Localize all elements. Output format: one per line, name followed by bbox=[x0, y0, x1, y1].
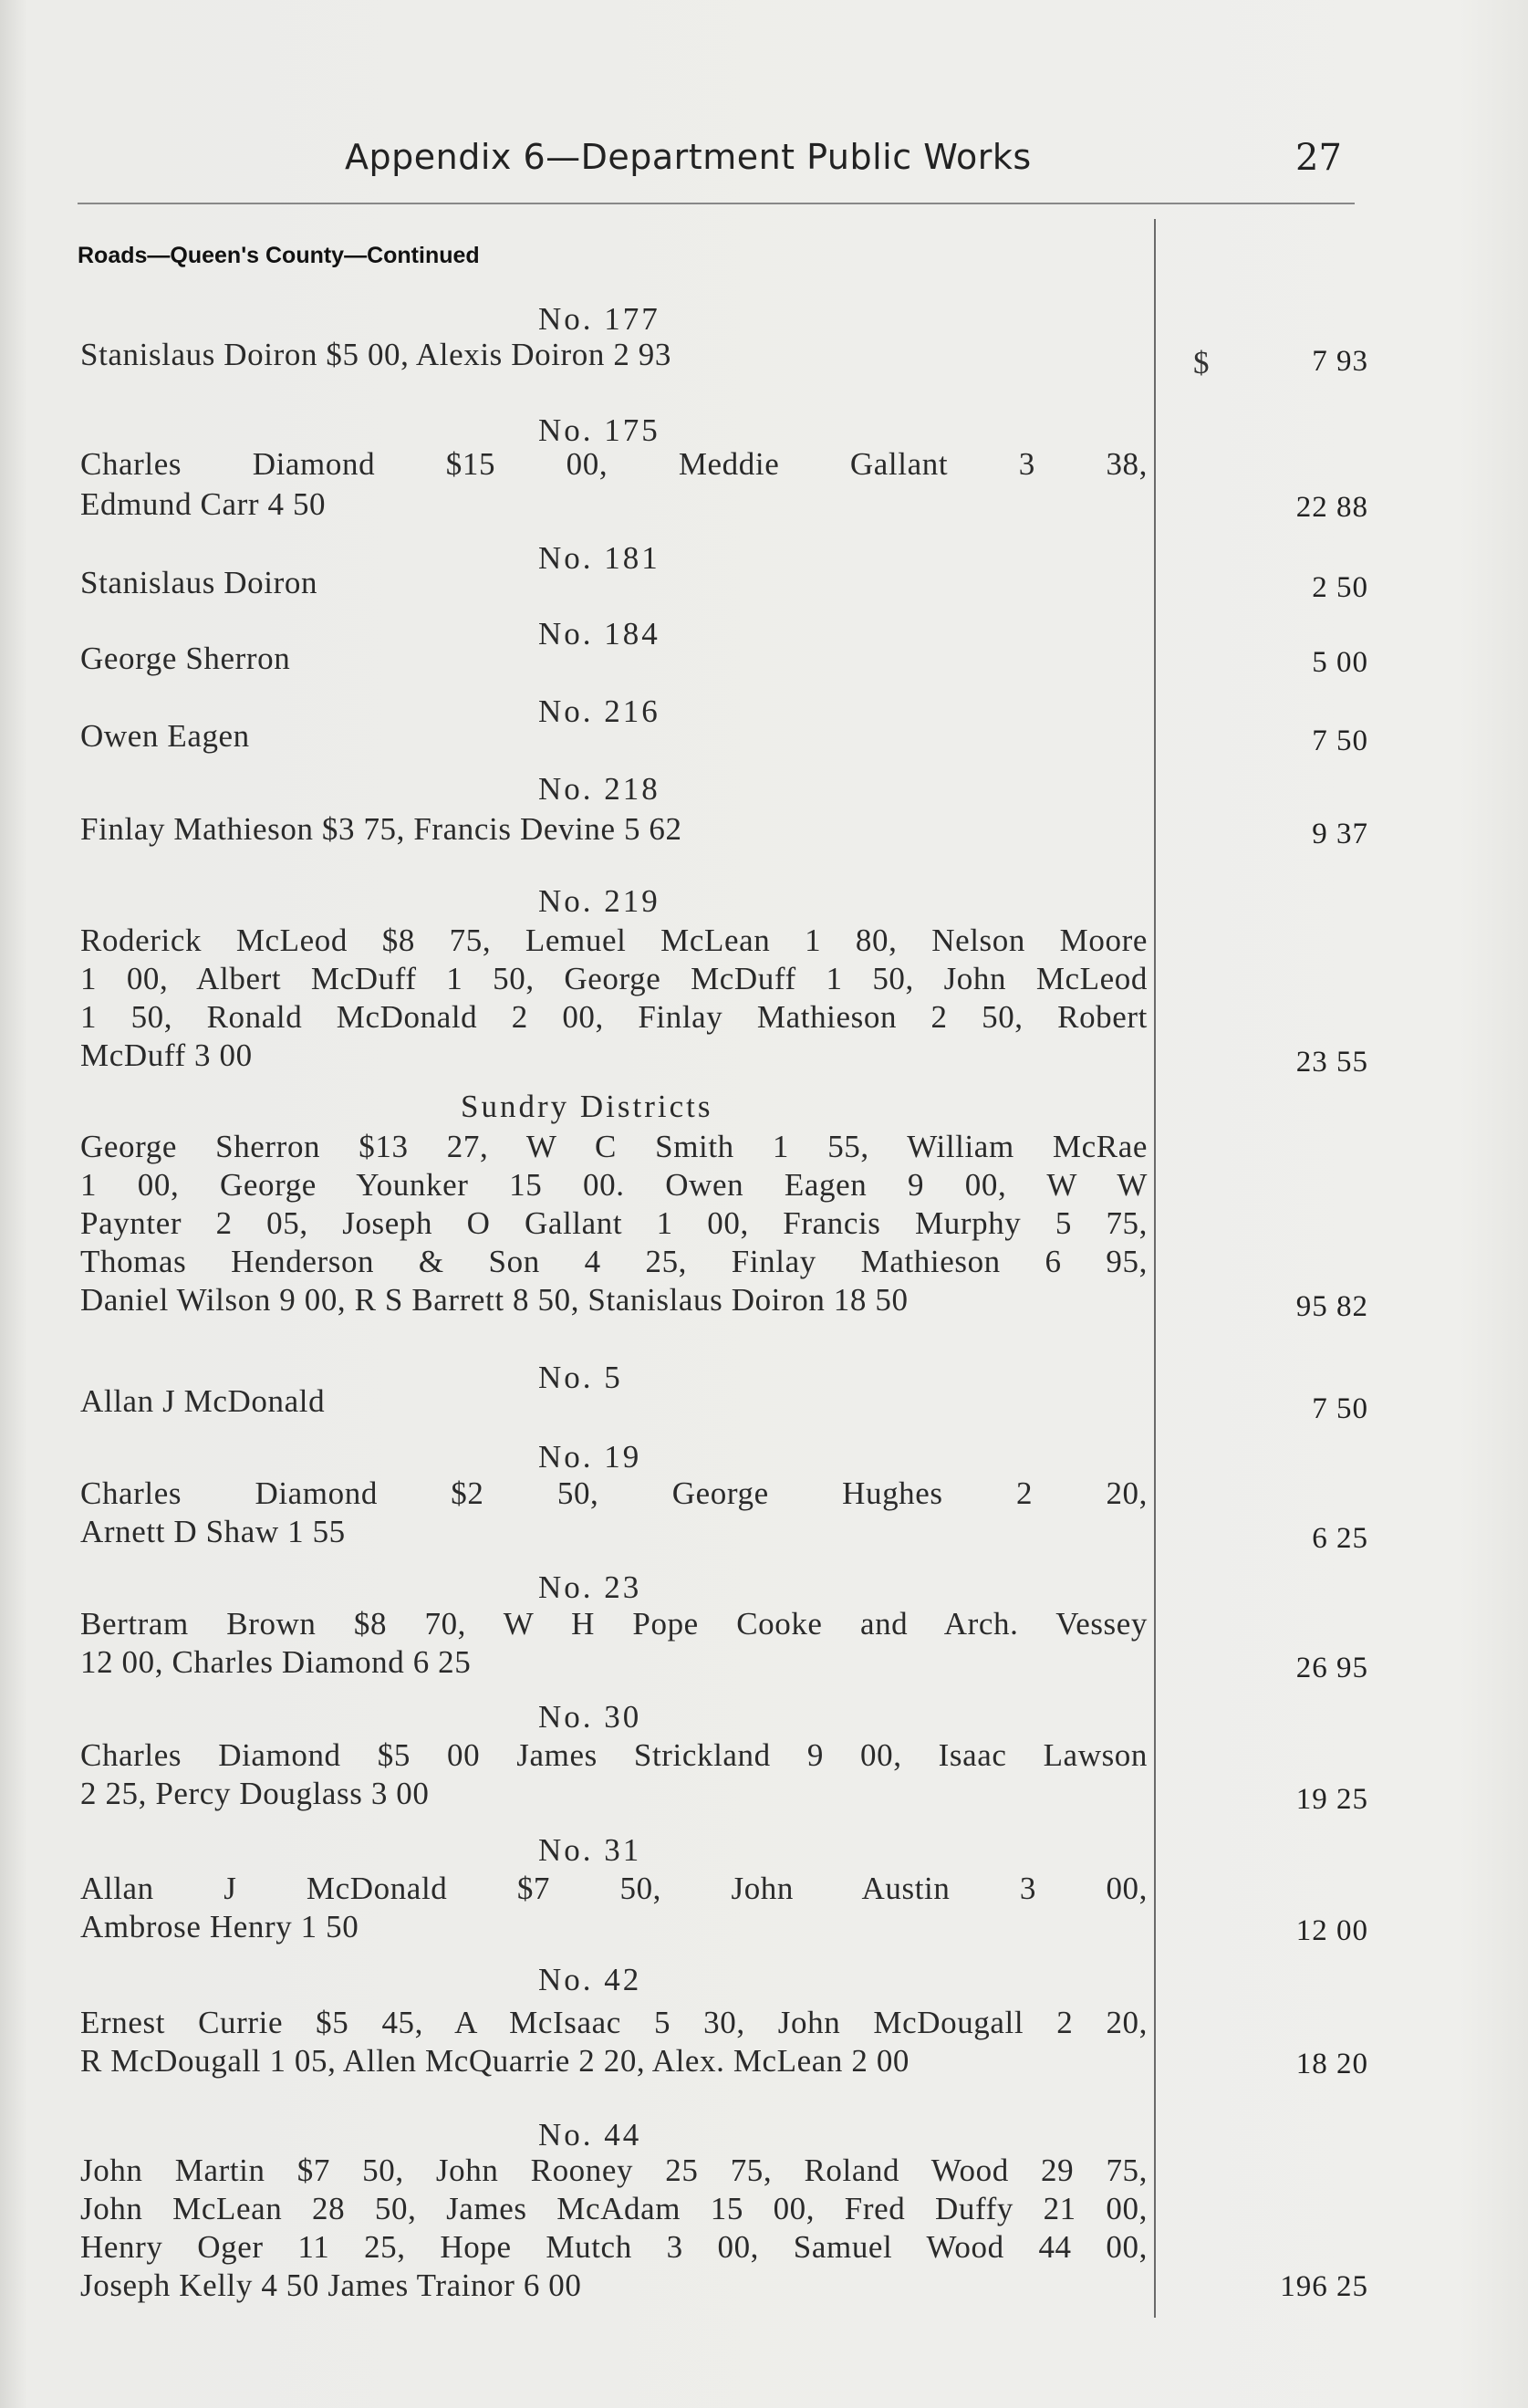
district-heading: No. 30 bbox=[538, 1699, 642, 1735]
entry-amount: 95 82 bbox=[1295, 1290, 1368, 1323]
entry-text-line: John Martin $7 50, John Rooney 25 75, Roland Wood 29 75, bbox=[80, 2153, 1148, 2188]
entry-amount: 18 20 bbox=[1295, 2048, 1368, 2080]
entry-text-line: Henry Oger 11 25, Hope Mutch 3 00, Samuel Wood 44 00, bbox=[80, 2229, 1148, 2265]
entry-amount: 23 55 bbox=[1295, 1046, 1368, 1079]
page-header-title: Appendix 6—Department Public Works bbox=[345, 137, 1032, 177]
entry-text-line: John McLean 28 50, James McAdam 15 00, Fred Duffy 21 00, bbox=[80, 2191, 1148, 2226]
district-heading: No. 5 bbox=[538, 1360, 623, 1395]
entry-amount: 7 93 bbox=[1312, 345, 1368, 378]
entry-text-line: Arnett D Shaw 1 55 bbox=[80, 1514, 346, 1549]
entry-text-line: 1 00, George Younker 15 00. Owen Eagen 9 00, W W bbox=[80, 1167, 1148, 1203]
section-heading: Roads—Queen's County—Continued bbox=[78, 243, 480, 268]
entry-text-line: Bertram Brown $8 70, W H Pope Cooke and Arch. Vessey bbox=[80, 1606, 1148, 1642]
entry-text-line: Charles Diamond $15 00, Meddie Gallant 3 38, bbox=[80, 446, 1148, 482]
entry-amount: 7 50 bbox=[1312, 724, 1368, 757]
entry-text-line: Roderick McLeod $8 75, Lemuel McLean 1 80, Nelson Moore bbox=[80, 923, 1148, 958]
district-heading: Sundry Districts bbox=[461, 1089, 713, 1124]
entry-text-line: Charles Diamond $2 50, George Hughes 2 20, bbox=[80, 1475, 1148, 1511]
entry-text-line: R McDougall 1 05, Allen McQuarrie 2 20, Alex. McLean 2 00 bbox=[80, 2043, 910, 2079]
entry-text-line: Paynter 2 05, Joseph O Gallant 1 00, Francis Murphy 5 75, bbox=[80, 1205, 1148, 1241]
entry-text-line: 12 00, Charles Diamond 6 25 bbox=[80, 1644, 472, 1680]
entry-text-line: Stanislaus Doiron $5 00, Alexis Doiron 2 93 bbox=[80, 337, 672, 372]
district-heading: No. 31 bbox=[538, 1832, 642, 1868]
entry-text-line: Edmund Carr 4 50 bbox=[80, 486, 327, 522]
entry-text-line: Thomas Henderson & Son 4 25, Finlay Mathieson 6 95, bbox=[80, 1244, 1148, 1279]
entry-amount: 9 37 bbox=[1312, 818, 1368, 850]
entry-text-line: Allan J McDonald $7 50, John Austin 3 00, bbox=[80, 1871, 1148, 1906]
entry-text-line: Allan J McDonald bbox=[80, 1383, 326, 1419]
currency-symbol: $ bbox=[1193, 345, 1210, 380]
district-heading: No. 42 bbox=[538, 1962, 642, 1997]
district-heading: No. 23 bbox=[538, 1569, 642, 1605]
entry-amount: 2 50 bbox=[1312, 571, 1368, 604]
district-heading: No. 219 bbox=[538, 883, 660, 919]
page-number: 27 bbox=[1295, 137, 1342, 179]
entry-text-line: Daniel Wilson 9 00, R S Barrett 8 50, Stanislaus Doiron 18 50 bbox=[80, 1282, 909, 1318]
entry-amount: 196 25 bbox=[1280, 2270, 1368, 2303]
entry-amount: 19 25 bbox=[1295, 1783, 1368, 1816]
entry-text-line: George Sherron $13 27, W C Smith 1 55, William McRae bbox=[80, 1129, 1148, 1164]
district-heading: No. 181 bbox=[538, 540, 660, 576]
entry-amount: 12 00 bbox=[1295, 1914, 1368, 1947]
district-heading: No. 218 bbox=[538, 771, 660, 807]
entry-text-line: George Sherron bbox=[80, 641, 291, 676]
district-heading: No. 177 bbox=[538, 301, 660, 337]
entry-text-line: 2 25, Percy Douglass 3 00 bbox=[80, 1776, 430, 1811]
entry-text-line: Finlay Mathieson $3 75, Francis Devine 5 62 bbox=[80, 811, 682, 847]
entry-text-line: Charles Diamond $5 00 James Strickland 9 00, Isaac Lawson bbox=[80, 1737, 1148, 1773]
district-heading: No. 19 bbox=[538, 1439, 642, 1475]
entry-text-line: Ernest Currie $5 45, A McIsaac 5 30, John McDougall 2 20, bbox=[80, 2005, 1148, 2040]
district-heading: No. 44 bbox=[538, 2117, 642, 2153]
entry-amount: 6 25 bbox=[1312, 1522, 1368, 1555]
entry-text-line: 1 00, Albert McDuff 1 50, George McDuff 1 50, John McLeod bbox=[80, 961, 1148, 996]
entry-text-line: 1 50, Ronald McDonald 2 00, Finlay Mathieson 2 50, Robert bbox=[80, 999, 1148, 1035]
entry-text-line: Owen Eagen bbox=[80, 718, 250, 754]
district-heading: No. 184 bbox=[538, 616, 660, 652]
entry-text-line: Stanislaus Doiron bbox=[80, 565, 318, 600]
entry-text-line: Joseph Kelly 4 50 James Trainor 6 00 bbox=[80, 2267, 582, 2303]
district-heading: No. 216 bbox=[538, 693, 660, 729]
district-heading: No. 175 bbox=[538, 412, 660, 448]
entry-amount: 7 50 bbox=[1312, 1392, 1368, 1425]
entry-amount: 22 88 bbox=[1295, 491, 1368, 524]
entry-amount: 5 00 bbox=[1312, 646, 1368, 679]
entry-text-line: Ambrose Henry 1 50 bbox=[80, 1909, 359, 1944]
entry-text-line: McDuff 3 00 bbox=[80, 1037, 253, 1073]
entry-amount: 26 95 bbox=[1295, 1652, 1368, 1684]
